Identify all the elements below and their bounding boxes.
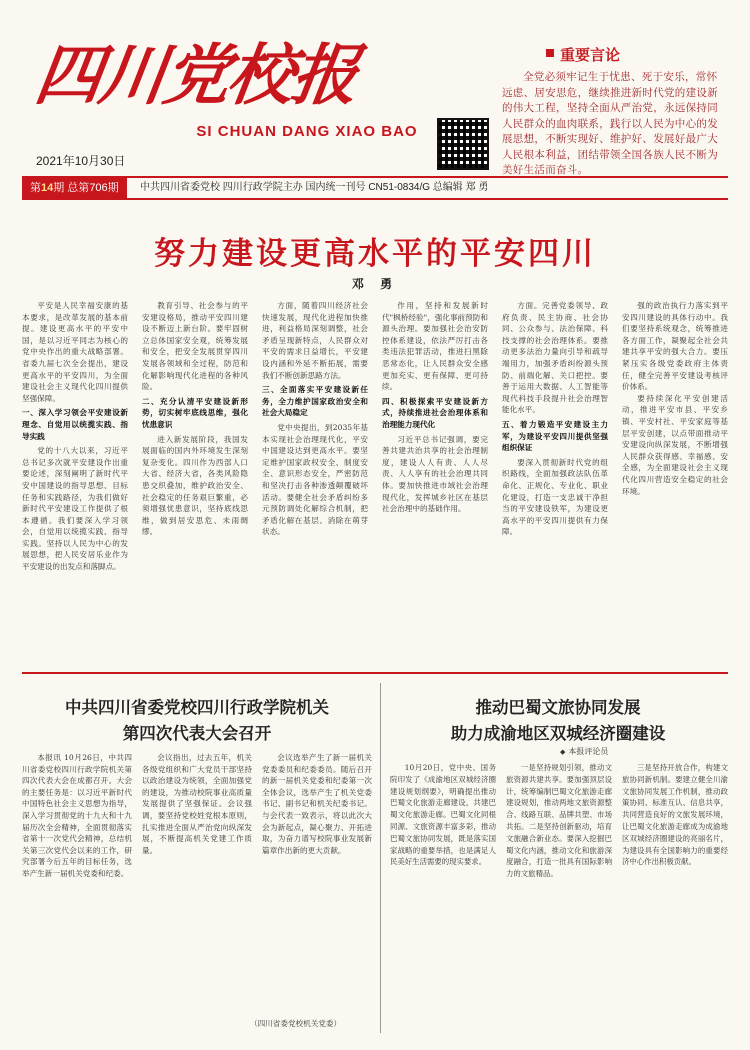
- issue-number-badge: 第14期 总第706期: [22, 178, 127, 198]
- article-column: 一是坚持规划引领，推动文旅资源共建共享。要加强顶层设计，统筹编制巴蜀文化旅游走廊建设规划，推动两地文旅资源整合、线路互联、品牌共塑、市场共拓。二是坚持创新驱动，培育文旅融合新业态。要深入挖掘巴蜀文化内涵，推动文化和旅游深度融合，打造一批具有国际影响力的文旅精品。: [506, 763, 612, 879]
- article-column: 会议指出，过去五年，机关各级党组织和广大党员干部坚持以政治建设为统领，全面加强党的建设，为推动校院事业高质量发展提供了坚强保证。会议强调，要坚持党校姓党根本原则，扎实推进全面从严治党向纵深发展，不断提高机关党建工作质量。: [142, 753, 252, 855]
- right-article-byline: ◆ 本报评论员: [560, 746, 608, 757]
- newspaper-logo[interactable]: [30, 36, 476, 116]
- left-article-body: [22, 752, 372, 1024]
- divider-rule: [22, 198, 728, 200]
- column-divider: [380, 683, 381, 1033]
- article-column: 强的政治执行力落实到平安四川建设的具体行动中。我们要坚持系统观念，统筹推进各方面工作，凝聚起全社会共建共享平安的强大合力。要压紧压实各级党委政府主体责任，健全完善平安建设考核评价体系。 要持续深化平安创建活动，推进平安市县、平安乡镇、平安村社、平安家庭等基层平安创建，以点带面推动平安建设向纵深发展，不断增强人民群众获得感、幸福感、安全感，为全面建设社会主义现代化四川营造安全稳定的社会环境。: [622, 301, 728, 496]
- main-author: 邓 勇: [351, 277, 399, 291]
- issue-total-number: 706: [89, 182, 108, 194]
- article-column: 教育引导、社会参与的平安建设格局，推动平安四川建设不断迈上新台阶。要牢固树立总体国家安全观，统筹发展和安全，把安全发展贯穿四川发展各领域和全过程，防范和化解影响现代化进程的各种风险。 二、充分认清平安建设新形势，切实树牢底线思维，强化忧患意识 进入新发展阶段，我国发展面临的国内外环境发生深刻复杂变化。四川作为西部人口大省、经济大省，各类风险隐患交织叠加，维护政治安全、社会稳定的任务艰巨繁重，必须增强忧患意识，坚持底线思维，做到居安思危、未雨绸缪。: [142, 301, 248, 537]
- section-heading: 一、深入学习领会平安建设新理念、自觉用以统揽实践、指导实践: [22, 408, 128, 441]
- article-column: 三是坚持开放合作，构建文旅协同新机制。要建立健全川渝文旅协同发展工作机制，推动政策协同、标准互认、信息共享，共同营造良好的文旅发展环境，让巴蜀文化旅游走廊成为成渝地区双城经济圈建设的亮丽名片，为建设具有全国影响力的重要经济中心作出积极贡献。: [622, 763, 728, 867]
- section-heading: 二、充分认清平安建设新形势，切实树牢底线思维，强化忧患意识: [142, 396, 248, 429]
- section-heading: 四、积极探索平安建设新方式，持续推进社会治理体系和治理能力现代化: [382, 396, 488, 429]
- article-column: 作用，坚持和发展新时代"枫桥经验"，强化事前预防和源头治理。要加强社会治安防控体系建设，依法严厉打击各类违法犯罪活动，推进扫黑除恶常态化，让人民群众安全感更加充实、更有保障、更可持续。 四、积极探索平安建设新方式，持续推进社会治理体系和治理能力现代化 习近平总书记强调，要完善共建共治共享的社会治理制度，建设人人有责、人人尽责、人人享有的社会治理共同体。要加快推进市域社会治理现代化，发挥城乡社区在基层社会治理中的基础作用。: [382, 301, 488, 514]
- qr-code-icon[interactable]: [437, 118, 489, 170]
- important-quote-label: 重要言论: [560, 46, 621, 64]
- article-column: 方面。完善党委领导、政府负责、民主协商、社会协同、公众参与、法治保障、科技支撑的社会治理体系。要推动更多法治力量向引导和疏导端用力，加强矛盾纠纷源头预防、前端化解、关口把控。要善于运用大数据、人工智能等现代科技手段提升社会治理智能化水平。 五、着力锻造平安建设主力军，为建设平安四川提供坚强组织保证 要深入贯彻新时代党的组织路线，全面加强政法队伍革命化、正规化、专业化、职业化建设，打造一支忠诚干净担当的平安建设铁军，为建设更高水平的平安四川提供有力保障。: [502, 301, 608, 537]
- article-column: 10月20日，党中央、国务院印发了《成渝地区双城经济圈建设规划纲要》，明确提出推动巴蜀文化旅游走廊建设，共建巴蜀文化旅游走廊。巴蜀文化同根同源、文旅资源丰富多彩，推动巴蜀文旅协同发展，既是落实国家战略的重要举措，也是满足人民美好生活需要的现实要求。: [390, 763, 496, 867]
- section-heading: 三、全面落实平安建设新任务，全力维护国家政治安全和社会大局稳定: [262, 385, 368, 418]
- right-article-title[interactable]: 推动巴蜀文旅协同发展 助力成渝地区双城经济圈建设: [450, 698, 666, 743]
- main-headline[interactable]: 努力建设更高水平的平安四川: [154, 236, 596, 272]
- article-column: 平安是人民幸福安康的基本要求，是改革发展的基本前提。建设更高水平的平安中国，是以习近平同志为核心的党中央作出的重大战略部署。省委九届七次全会提出，建设更高水平的平安四川，为全面建设社会主义现代化四川提供坚强保障。 一、深入学习领会平安建设新理念、自觉用以统揽实践、指导实践 党的十八大以来，习近平总书记多次就平安建设作出重要论述，深刻阐明了新时代平安中国建设的指导思想、目标任务和实践路径，为我们做好新时代平安建设工作提供了根本遵循。我们要深入学习领会，自觉用以统揽实践、指导实践。坚持以人民为中心的发展思想，把人民安居乐业作为平安建设的出发点和落脚点。: [22, 301, 128, 572]
- article-column: 会议选举产生了新一届机关党委委员和纪委委员。随后召开的新一届机关党委和纪委第一次全体会议，选举产生了机关党委书记、副书记和机关纪委书记。与会代表一致表示，将以此次大会为新起点，凝心聚力、开拓进取，为奋力谱写校院事业发展新篇章作出新的更大贡献。: [262, 753, 372, 855]
- publisher-info: 中共四川省委党校 四川行政学院主办 国内统一刊号 CN51-0834/G 总编辑 郑 勇: [140, 182, 489, 193]
- issue-page-number: 14: [41, 182, 54, 194]
- article-column: 本报讯 10月26日，中共四川省委党校四川行政学院机关第四次代表大会在成都召开。大会的主要任务是：以习近平新时代中国特色社会主义思想为指导，深入学习贯彻党的十九大和十九届历次全会精神，全面贯彻落实省第十一次党代会精神，总结机关第三次党代会以来的工作，研究部署今后五年的目标任务，选举产生新一届机关党委和纪委。: [22, 753, 132, 878]
- issue-date: 2021年10月30日: [36, 154, 126, 168]
- logo-text: 四川党校报: [30, 37, 362, 114]
- left-article-title[interactable]: 中共四川省委党校四川行政学院机关 第四次代表大会召开: [65, 698, 329, 743]
- article-column: 方面，随着四川经济社会快速发展，现代化进程加快推进，利益格局深刻调整，社会矛盾呈现新特点，人民群众对平安的需求日益增长，平安建设内涵和外延不断拓展，需要我们不断创新思路方法。 三、全面落实平安建设新任务，全力维护国家政治安全和社会大局稳定 党中央提出，到2035年基本实现社会治理现代化，平安中国建设达到更高水平。要坚定维护国家政权安全、制度安全、意识形态安全，严密防范和坚决打击各种渗透颠覆破坏活动。要健全社会矛盾纠纷多元预防调处化解综合机制，把矛盾化解在基层、消除在萌芽状态。: [262, 301, 368, 537]
- section-divider: [22, 672, 728, 674]
- important-quote-box: [490, 40, 728, 180]
- important-quote-text: 全党必须牢记生于忧患、死于安乐，常怀远虑、居安思危，继续推进新时代党的建设新的伟大工程，坚持全面从严治党，永远保持同人民群众的血肉联系，践行以人民为中心的发展思想，不断实现好、维护好、发展好最广大人民根本利益，团结带领全国各族人民不断为美好生活而奋斗。: [502, 71, 718, 176]
- main-article-body: [22, 300, 728, 658]
- right-article-body: [390, 762, 728, 1024]
- masthead-pinyin: SI CHUAN DANG XIAO BAO: [196, 123, 418, 140]
- section-heading: 五、着力锻造平安建设主力军，为建设平安四川提供坚强组织保证: [502, 419, 608, 453]
- source-note: （四川省委党校机关党委）: [250, 1019, 342, 1028]
